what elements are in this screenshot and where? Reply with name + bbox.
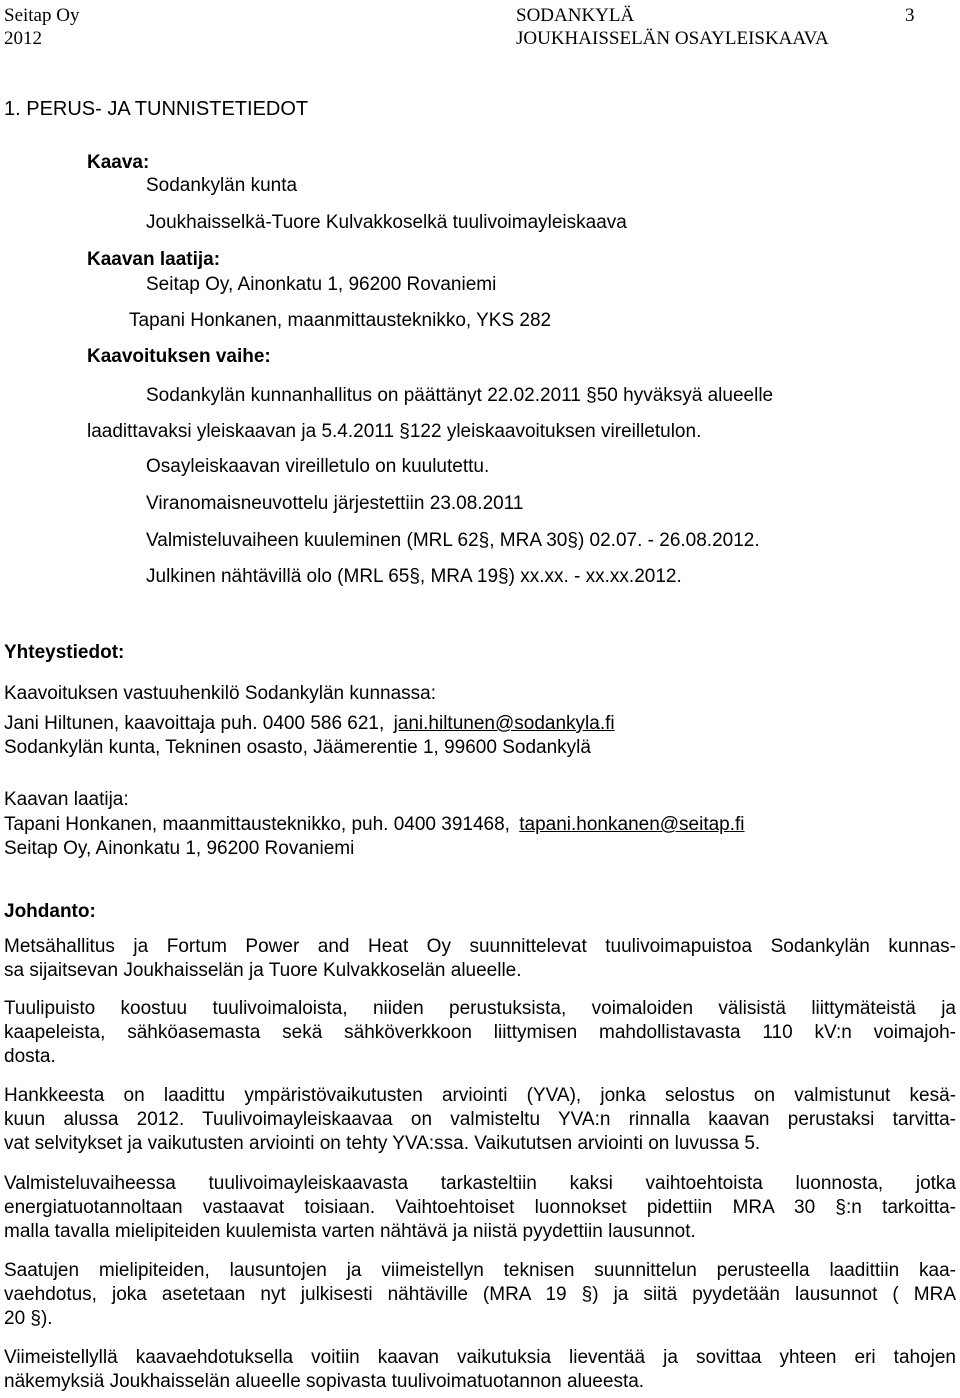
johdanto-paragraph-1 xyxy=(4,935,956,983)
laatija-company: Seitap Oy, Ainonkatu 1, 96200 Rovaniemi xyxy=(146,274,497,295)
vaihe-line-6: Julkinen nähtävillä olo (MRL 65§, MRA 19§) xx.xx. - xx.xx.2012. xyxy=(146,566,682,587)
paragraph-line: näkemyksiä Joukhaisselän alueelle sopivasta tuulivoimatuotannon alueesta. xyxy=(4,1371,645,1392)
paragraph-line: Hankkeesta on laadittu ympäristövaikutusten arviointi (YVA), jonka selostus on valmistunut kesä- xyxy=(4,1085,956,1106)
paragraph-line: kaapeleista, sähköasemasta sekä sähköverkkoon liittymisen mahdollistavasta 110 kV:n voimajoh- xyxy=(4,1022,956,1043)
contact-responsible-heading: Kaavoituksen vastuuhenkilö Sodankylän kunnassa: xyxy=(4,683,437,704)
contact-laatija-label: Kaavan laatija: xyxy=(4,789,129,810)
contact-laatija-address: Seitap Oy, Ainonkatu 1, 96200 Rovaniemi xyxy=(4,838,355,859)
kaava-municipality: Sodankylän kunta xyxy=(146,175,298,196)
paragraph-line: malla tavalla mielipiteiden kuulemista varten nähtävä ja niistä pyydettiin lausunnot. xyxy=(4,1221,696,1242)
contact-municipality-address: Sodankylän kunta, Tekninen osasto, Jäämerentie 1, 99600 Sodankylä xyxy=(4,737,591,758)
vaihe-line-5: Valmisteluvaiheen kuuleminen (MRL 62§, MRA 30§) 02.07. - 26.08.2012. xyxy=(146,530,760,551)
laatija-person: Tapani Honkanen, maanmittausteknikko, YKS 282 xyxy=(129,310,552,331)
paragraph-line: vat selvitykset ja vaikutusten arviointi on tehty YVA:ssa. Vaikututsen arviointi on luvussa 5. xyxy=(4,1133,761,1154)
johdanto-paragraph-4 xyxy=(4,1172,956,1244)
johdanto-label: Johdanto: xyxy=(4,901,96,922)
johdanto-paragraph-6 xyxy=(4,1346,956,1394)
vaihe-line-4: Viranomaisneuvottelu järjestettiin 23.08.2011 xyxy=(146,493,524,514)
vaihe-label: Kaavoituksen vaihe: xyxy=(87,346,271,367)
contact-responsible-email-link[interactable]: jani.hiltunen@sodankyla.fi xyxy=(393,713,615,734)
paragraph-line: vaehdotus, joka asetetaan nyt julkisesti nähtäville (MRA 19 §) ja siitä pyydetään lausunnot ( MRA xyxy=(4,1284,956,1305)
paragraph-line: Viimeistellyllä kaavaehdotuksella voitiin kaavan vaikutuksia lieventää ja sovittaa yhteen eri tahojen xyxy=(4,1347,956,1368)
section-title: 1. PERUS- JA TUNNISTETIEDOT xyxy=(4,98,309,120)
laatija-label: Kaavan laatija: xyxy=(87,249,221,270)
yhteystiedot-label: Yhteystiedot: xyxy=(4,642,125,663)
johdanto-paragraph-2 xyxy=(4,997,956,1069)
paragraph-line: Valmisteluvaiheessa tuulivoimayleiskaavasta tarkasteltiin kaksi vaihtoehtoista luonnosta, jotka xyxy=(4,1173,956,1194)
johdanto-paragraph-3 xyxy=(4,1084,956,1156)
header-company: Seitap Oy xyxy=(4,5,80,26)
paragraph-line: kuun alussa 2012. Tuulivoimayleiskaavaa on valmisteltu YVA:n rinnalla kaavan perustaksi tarvitta- xyxy=(4,1109,956,1130)
header-plan-name: JOUKHAISSELÄN OSAYLEISKAAVA xyxy=(516,28,829,49)
header-municipality: SODANKYLÄ xyxy=(516,5,635,26)
paragraph-line: energiatuotannoltaan vastaavat toisiaan. Vaihtoehtoiset luonnokset pidettiin MRA 30 §:n tarkoitta- xyxy=(4,1197,956,1218)
paragraph-line: dosta. xyxy=(4,1046,56,1067)
johdanto-paragraph-5 xyxy=(4,1259,956,1331)
kaava-plan-name: Joukhaisselkä-Tuore Kulvakkoselkä tuulivoimayleiskaava xyxy=(146,212,627,233)
contact-laatija-person xyxy=(4,814,745,836)
paragraph-line: sa sijaitsevan Joukhaisselän ja Tuore Kulvakkoselän alueelle. xyxy=(4,960,522,981)
contact-laatija-email-link[interactable]: tapani.honkanen@seitap.fi xyxy=(519,814,745,835)
paragraph-line: Metsähallitus ja Fortum Power and Heat Oy suunnittelevat tuulivoimapuistoa Sodankylän kunnas- xyxy=(4,936,956,957)
page-number: 3 xyxy=(905,5,915,26)
kaava-label: Kaava: xyxy=(87,152,150,173)
paragraph-line: 20 §). xyxy=(4,1308,53,1329)
vaihe-line-2: laadittavaksi yleiskaavan ja 5.4.2011 §122 yleiskaavoituksen vireilletulon. xyxy=(87,421,702,442)
vaihe-line-3: Osayleiskaavan vireilletulo on kuulutettu. xyxy=(146,456,490,477)
paragraph-line: Saatujen mielipiteiden, lausuntojen ja viimeistellyn teknisen suunnittelun perusteella laadittiin kaa- xyxy=(4,1260,956,1281)
contact-responsible-person xyxy=(4,713,615,735)
contact-responsible-text: Jani Hiltunen, kaavoittaja puh. 0400 586 621, xyxy=(4,713,385,734)
paragraph-line: Tuulipuisto koostuu tuulivoimaloista, niiden perustuksista, voimaloiden välisistä liittymäteistä ja xyxy=(4,998,956,1019)
contact-laatija-text: Tapani Honkanen, maanmittausteknikko, puh. 0400 391468, xyxy=(4,814,510,835)
vaihe-line-1: Sodankylän kunnanhallitus on päättänyt 22.02.2011 §50 hyväksyä alueelle xyxy=(146,385,774,406)
header-year: 2012 xyxy=(4,28,42,49)
